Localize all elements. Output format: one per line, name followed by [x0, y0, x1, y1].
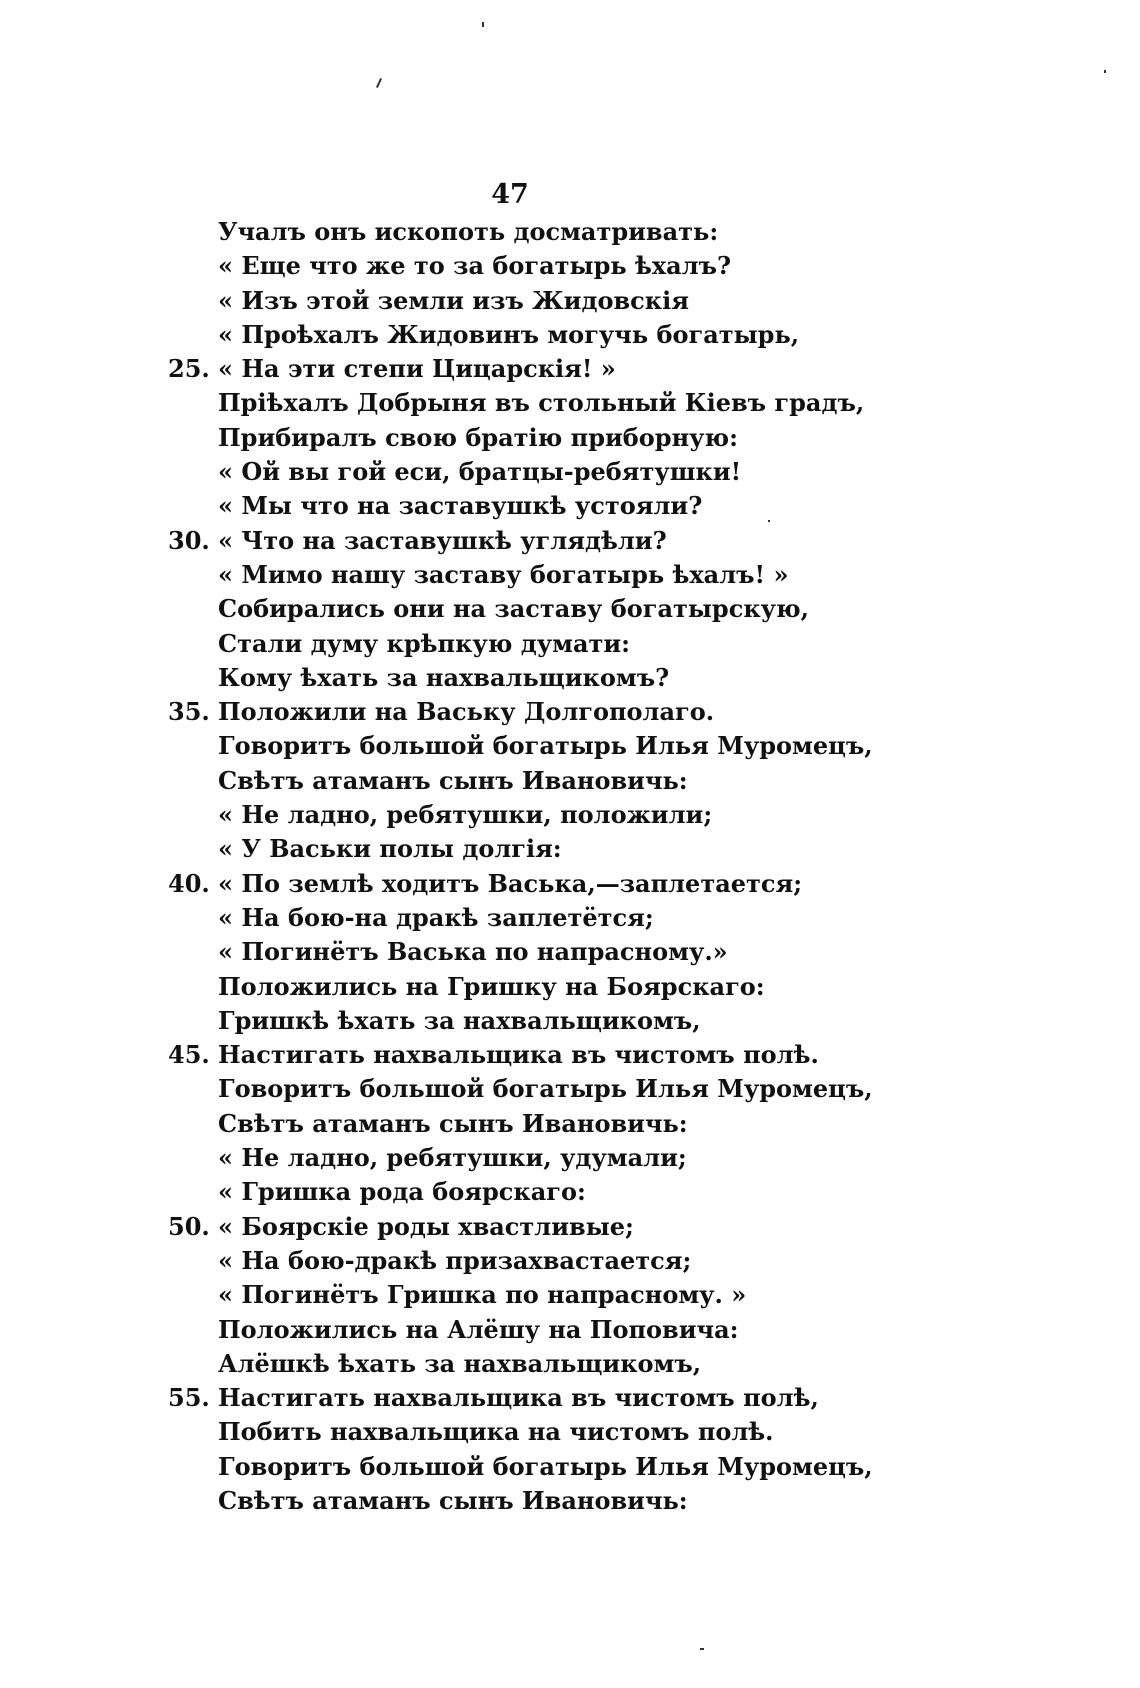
verse-line: [0, 386, 1140, 420]
page-number: 47: [491, 179, 529, 210]
verse-line-number: 35.: [168, 697, 210, 727]
scan-speck: [482, 22, 484, 27]
verse-line: [0, 455, 1140, 489]
verse-line-text: « Боярскіе роды хвастливые;: [218, 1211, 634, 1241]
verse-line-text: Учалъ онъ ископоть досматривать:: [218, 217, 719, 246]
verse-line: [0, 1347, 1140, 1381]
verse-line: [0, 729, 1140, 763]
verse-line-text: Свѣтъ атаманъ сынъ Ивановичь:: [218, 1485, 688, 1515]
verse-line-number: 25.: [168, 354, 210, 384]
verse-line: [0, 695, 1140, 729]
verse-line-text: Положили на Ваську Долгополаго.: [218, 697, 715, 727]
verse-line: [0, 1175, 1140, 1209]
verse-line: [0, 489, 1140, 523]
verse-line: [0, 1313, 1140, 1347]
verse-line: [0, 1210, 1140, 1244]
verse-line-text: « Проѣхалъ Жидовинъ могучь богатырь,: [218, 319, 800, 349]
verse-line: [0, 215, 1140, 249]
verse-line: [0, 764, 1140, 798]
verse-line: [0, 1278, 1140, 1312]
verse-line: [0, 421, 1140, 455]
verse-line-text: Стали думу крѣпкую думати:: [218, 628, 631, 658]
verse-line: [0, 1484, 1140, 1518]
verse-line-text: Собирались они на заставу богатырскую,: [218, 594, 809, 624]
verse-line-text: Прибиралъ свою братію приборную:: [218, 422, 738, 452]
verse-line-text: « У Васьки полы долгія:: [218, 834, 562, 864]
verse-line-text: « Что на заставушкѣ углядѣли?: [218, 525, 667, 555]
verse-line-text: Свѣтъ атаманъ сынъ Ивановичь:: [218, 1108, 688, 1138]
verse-line-text: Побить нахвальщика на чистомъ полѣ.: [218, 1417, 774, 1447]
verse-line: [0, 832, 1140, 866]
verse-line-text: « Погинётъ Гришка по напрасному. »: [218, 1280, 747, 1310]
verse-line: [0, 798, 1140, 832]
verse-line-text: « На эти степи Цицарскія! »: [218, 354, 616, 384]
verse-line-number: 45.: [168, 1040, 210, 1070]
verse-line: [0, 1450, 1140, 1484]
verse-line-text: « Мы что на заставушкѣ устояли?: [218, 491, 703, 521]
verse-line: [0, 1072, 1140, 1106]
verse-line-text: Пріѣхалъ Добрыня въ стольный Кіевъ градъ,: [218, 388, 865, 418]
verse-line: [0, 1107, 1140, 1141]
verse-line-text: Положились на Гришку на Боярскаго:: [218, 971, 765, 1001]
verse-line-number: 30.: [168, 525, 210, 555]
verse-line-text: « Не ладно, ребятушки, положили;: [218, 800, 713, 830]
verse-line-text: Настигать нахвальщика въ чистомъ полѣ,: [218, 1383, 819, 1413]
verse-line: [0, 867, 1140, 901]
verse-line-text: « По землѣ ходитъ Васька,—заплетается;: [218, 868, 803, 898]
verse-line: [0, 558, 1140, 592]
verse-line: [0, 318, 1140, 352]
verse-line: [0, 284, 1140, 318]
verse-line-text: « На бою-на дракѣ заплетётся;: [218, 902, 654, 932]
verse-line: [0, 1415, 1140, 1449]
verse-line: [0, 901, 1140, 935]
scan-speck: [1104, 70, 1106, 73]
verse-line: [0, 524, 1140, 558]
verse-line-number: 50.: [168, 1211, 210, 1241]
verse-line-text: Кому ѣхать за нахвальщикомъ?: [218, 662, 670, 692]
verse-line: [0, 935, 1140, 969]
verse-line-text: « Изъ этой земли изъ Жидовскія: [218, 285, 689, 315]
verse-line: [0, 661, 1140, 695]
verse-line-text: « Еще что же то за богатырь ѣхалъ?: [218, 251, 732, 281]
verse-line: [0, 352, 1140, 386]
verse-line: [0, 1038, 1140, 1072]
scan-speck: [376, 78, 382, 88]
verse-line: [0, 970, 1140, 1004]
verse-line-text: « Ой вы гой еси, братцы-ребятушки!: [218, 457, 742, 487]
verse-line-text: « Мимо нашу заставу богатырь ѣхалъ! »: [218, 559, 789, 589]
verse-line: [0, 1381, 1140, 1415]
verse-line: [0, 1004, 1140, 1038]
verse-line-text: Свѣтъ атаманъ сынъ Ивановичь:: [218, 765, 688, 795]
verse-line-number: 55.: [168, 1383, 210, 1413]
verse-line-text: Говоритъ большой богатырь Илья Муромецъ,: [218, 1451, 873, 1481]
verse-line-text: « Гришка рода боярскаго:: [218, 1177, 586, 1207]
verse-line: [0, 1141, 1140, 1175]
verse-line-text: Говоритъ большой богатырь Илья Муромецъ,: [218, 1074, 873, 1104]
verse-line-text: Гришкѣ ѣхать за нахвальщикомъ,: [218, 1005, 701, 1035]
verse-line-text: « На бою-дракѣ призахвастается;: [218, 1245, 692, 1275]
verse-line: [0, 627, 1140, 661]
verse-line: [0, 1244, 1140, 1278]
verse-line-text: Настигать нахвальщика въ чистомъ полѣ.: [218, 1040, 819, 1070]
verse-line-text: « Погинётъ Васька по напрасному.»: [218, 937, 728, 967]
verse-line: [0, 592, 1140, 626]
verse-line-text: Алёшкѣ ѣхать за нахвальщикомъ,: [218, 1348, 702, 1378]
verse-line-text: « Не ладно, ребятушки, удумали;: [218, 1143, 687, 1173]
scan-speck: [700, 1648, 704, 1650]
verse-line-text: Говоритъ большой богатырь Илья Муромецъ,: [218, 731, 873, 761]
verse-line-text: Положились на Алёшу на Поповича:: [218, 1314, 739, 1344]
verse-line-number: 40.: [168, 868, 210, 898]
verse-line: [0, 249, 1140, 283]
verse-block: [0, 215, 1140, 1518]
